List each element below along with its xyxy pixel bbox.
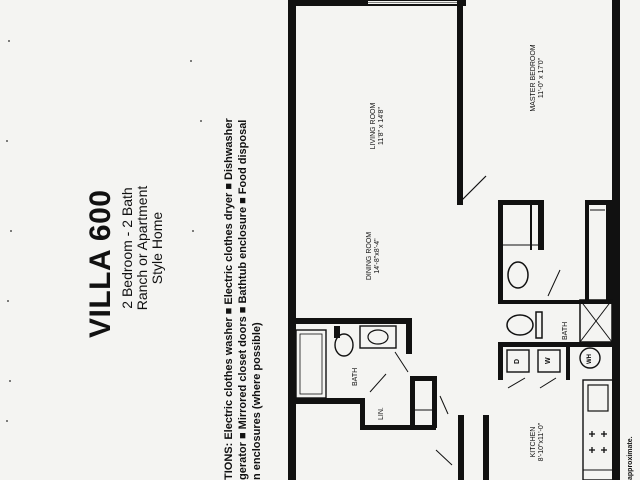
options-line-1: TIONS: Electric clothes washer ■ Electric clothes dryer ■ Dishwasher bbox=[223, 118, 235, 480]
room-label-bath-hall: BATH bbox=[352, 367, 359, 386]
options-list bbox=[222, 118, 264, 480]
range-icon bbox=[589, 431, 607, 453]
subtitle-line-1: 2 Bedroom - 2 Bath bbox=[119, 187, 135, 309]
dryer-label: D bbox=[514, 358, 521, 364]
options-line-3: n enclosures (where possible) bbox=[251, 322, 263, 480]
plan-subtitle bbox=[120, 158, 165, 338]
vanity-icon bbox=[360, 326, 396, 348]
kitchen-sink-icon bbox=[588, 385, 608, 411]
room-label-bath-master: BATH bbox=[562, 321, 569, 340]
footnote: approximate. bbox=[627, 436, 634, 480]
washer-label: W bbox=[545, 357, 552, 364]
door-swing bbox=[462, 176, 486, 200]
plan-title: VILLA 600 bbox=[84, 189, 117, 338]
toilet-icon bbox=[507, 315, 533, 335]
bathtub-icon bbox=[296, 330, 326, 398]
options-label: TIONS: bbox=[223, 442, 235, 480]
room-label-master: MASTER BEDROOM 11'-0" x 17'0" bbox=[530, 44, 545, 112]
subtitle-line-3: Style Home bbox=[149, 211, 165, 285]
sink-icon bbox=[508, 262, 528, 288]
west-exterior-wall bbox=[288, 0, 296, 480]
room-label-dining: DINING ROOM 14'-8"x8'-4" bbox=[366, 231, 381, 281]
room-label-linen: LIN. bbox=[378, 407, 385, 420]
water-heater-label: WH bbox=[587, 354, 593, 364]
options-line-2: gerator ■ Mirrored closet doors ■ Bathtub enclosure ■ Food disposal bbox=[237, 119, 249, 480]
living-master-partition bbox=[457, 0, 463, 205]
room-label-living: LIVING ROOM 11'8" x 14'8" bbox=[370, 102, 385, 150]
subtitle-line-2: Ranch or Apartment bbox=[134, 185, 150, 311]
room-label-kitchen: KITCHEN 8'-10"x11'-0" bbox=[530, 422, 545, 462]
